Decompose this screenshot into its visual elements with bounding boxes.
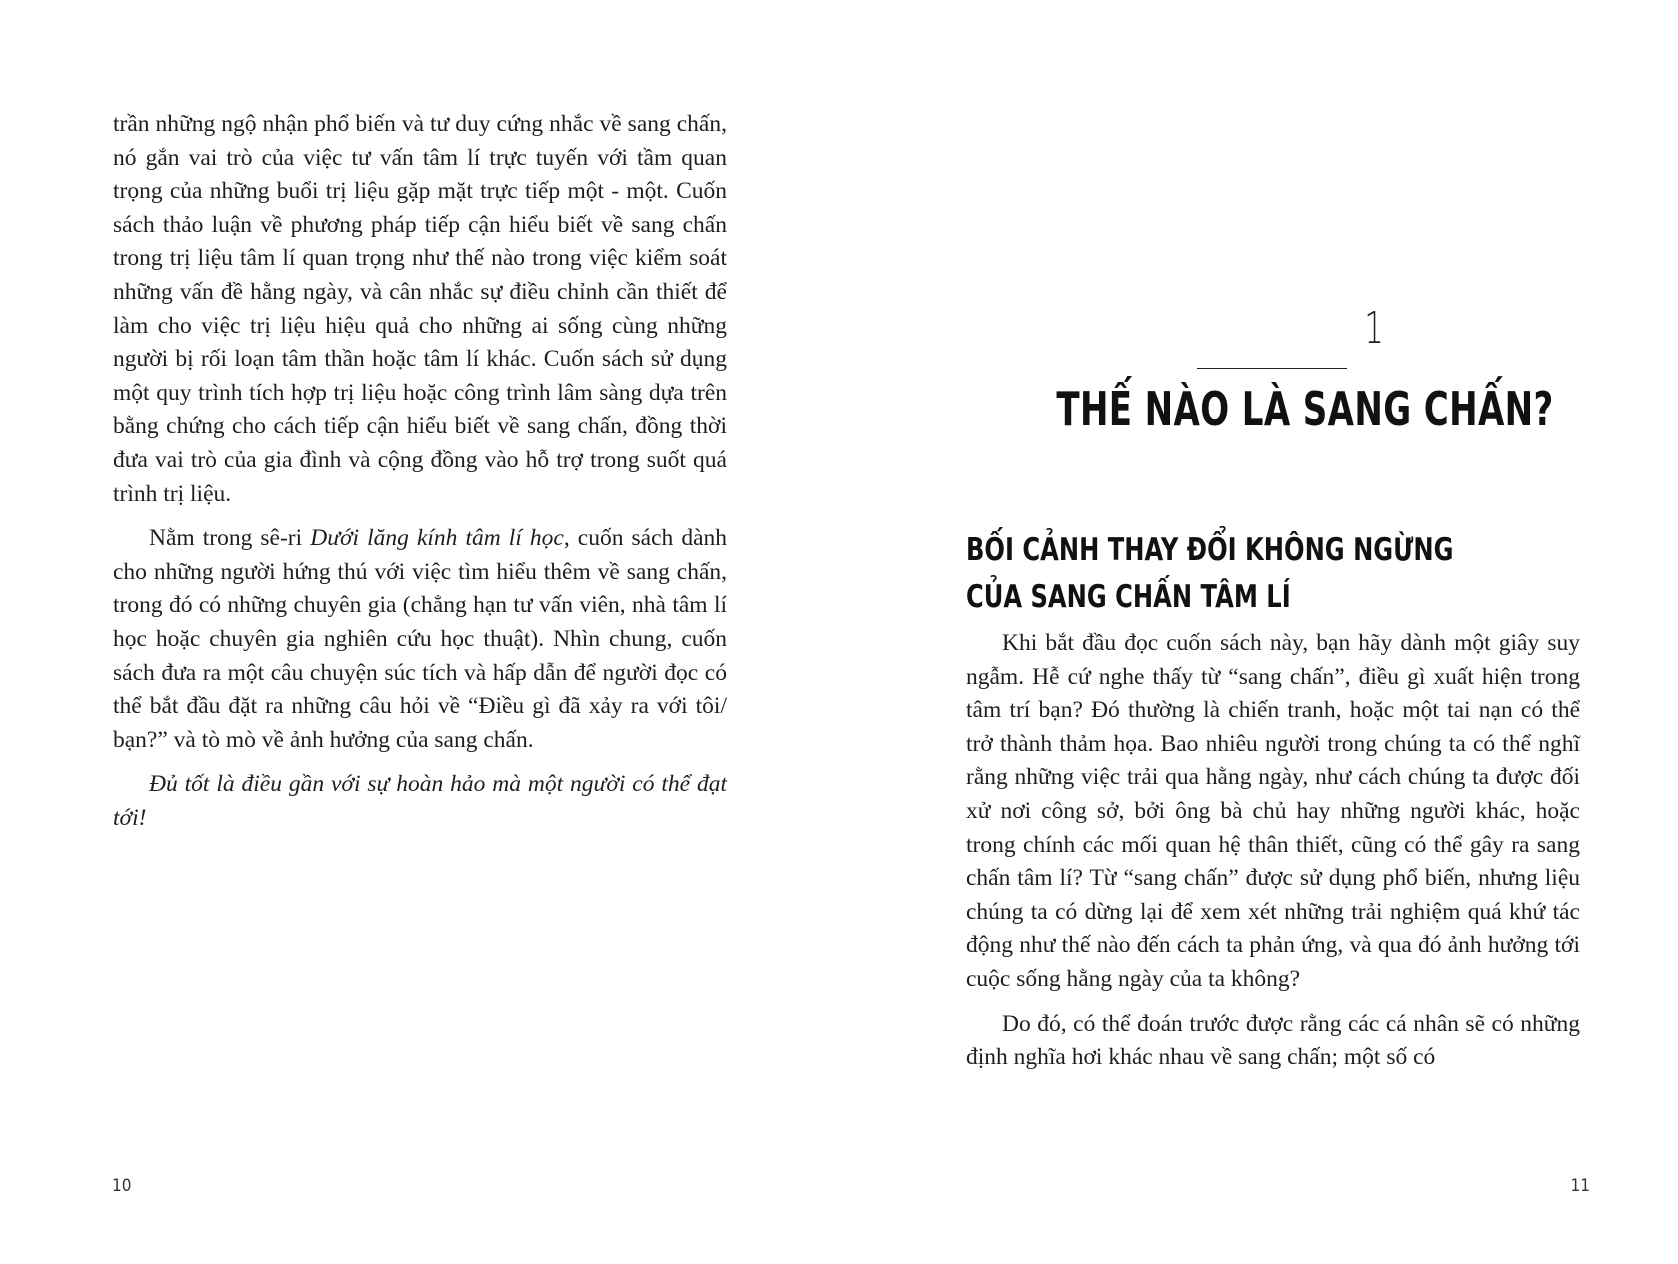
left-page-body (113, 108, 727, 846)
section-heading (966, 527, 1580, 621)
section-heading-line-1: BỐI CẢNH THAY ĐỔI KHÔNG NGỪNG (966, 532, 1454, 568)
section-heading-line-2: CỦA SANG CHẤN TÂM LÍ (966, 579, 1291, 615)
chapter-divider (1197, 368, 1347, 369)
page-number-right: 11 (1570, 1176, 1590, 1196)
chapter-title-text: THẾ NÀO LÀ SANG CHẤN? (1056, 382, 1554, 436)
page-number-left: 10 (112, 1176, 132, 1196)
chapter-number: 1 (1364, 303, 1384, 354)
right-paragraph-1: Khi bắt đầu đọc cuốn sách này, bạn hãy dành một giây suy ngẫm. Hễ cứ nghe thấy từ “sang chấn”, điều gì xuất hiện trong tâm trí bạn? Đó thường là chiến tranh, hoặc một tai nạn có thể trở thành thảm họa. Bao nhiêu người trong chúng ta có thể nghĩ rằng những việc trải qua hằng ngày, như cách chúng ta được đối xử nơi công sở, bởi ông bà chủ hay những người khác, hoặc trong chính các mối quan hệ thân thiết, cũng có thể gây ra sang chấn tâm lí? Từ “sang chấn” được sử dụng phổ biến, nhưng liệu chúng ta có dừng lại để xem xét những trải nghiệm quá khứ tác động như thế nào đến cách ta phản ứng, và qua đó ảnh hưởng tới cuộc sống hằng ngày của ta không? (966, 630, 1580, 992)
series-title: Dưới lăng kính tâm lí học (310, 525, 564, 552)
left-paragraph-2 (113, 522, 727, 757)
left-paragraph-1: trần những ngộ nhận phổ biến và tư duy cứng nhắc về sang chấn, nó gắn vai trò của việc tư vấn tâm lí trực tuyến với tầm quan trọng của những buổi trị liệu gặp mặt trực tiếp một - một. Cuốn sách thảo luận về phương pháp tiếp cận hiểu biết về sang chấn trong trị liệu tâm lí quan trọng như thế nào trong việc kiểm soát những vấn đề hằng ngày, và cân nhắc sự điều chỉnh cần thiết để làm cho việc trị liệu hiệu quả cho những ai sống cùng những người bị rối loạn tâm thần hoặc tâm lí khác. Cuốn sách sử dụng một quy trình tích hợp trị liệu hoặc công trình lâm sàng dựa trên bằng chứng cho cách tiếp cận hiểu biết về sang chấn, đồng thời đưa vai trò của gia đình và cộng đồng vào hỗ trợ trong suốt quá trình trị liệu. (113, 111, 727, 507)
right-page (839, 0, 1678, 1264)
right-paragraph-2: Do đó, có thể đoán trước được rằng các cá nhân sẽ có những định nghĩa hơi khác nhau về sang chấn; một số có (966, 1010, 1580, 1071)
chapter-title (969, 378, 1579, 440)
left-paragraph-2-rest: , cuốn sách dành cho những người hứng thú với việc tìm hiểu thêm về sang chấn, trong đó có những chuyên gia (chẳng hạn tư vấn viên, nhà tâm lí học hoặc chuyên gia nghiên cứu học thuật). Nhìn chung, cuốn sách đưa ra một câu chuyện súc tích và hấp dẫn để người đọc có thể bắt đầu đặt ra những câu hỏi về “Điều gì đã xảy ra với tôi/ bạn?” và tò mò về ảnh hưởng của sang chấn. (113, 525, 728, 753)
closing-quote: Đủ tốt là điều gần với sự hoàn hảo mà một người có thể đạt tới! (113, 771, 727, 831)
left-paragraph-2-lead: Nằm trong sê-ri (149, 525, 311, 552)
right-page-body (966, 627, 1580, 1086)
